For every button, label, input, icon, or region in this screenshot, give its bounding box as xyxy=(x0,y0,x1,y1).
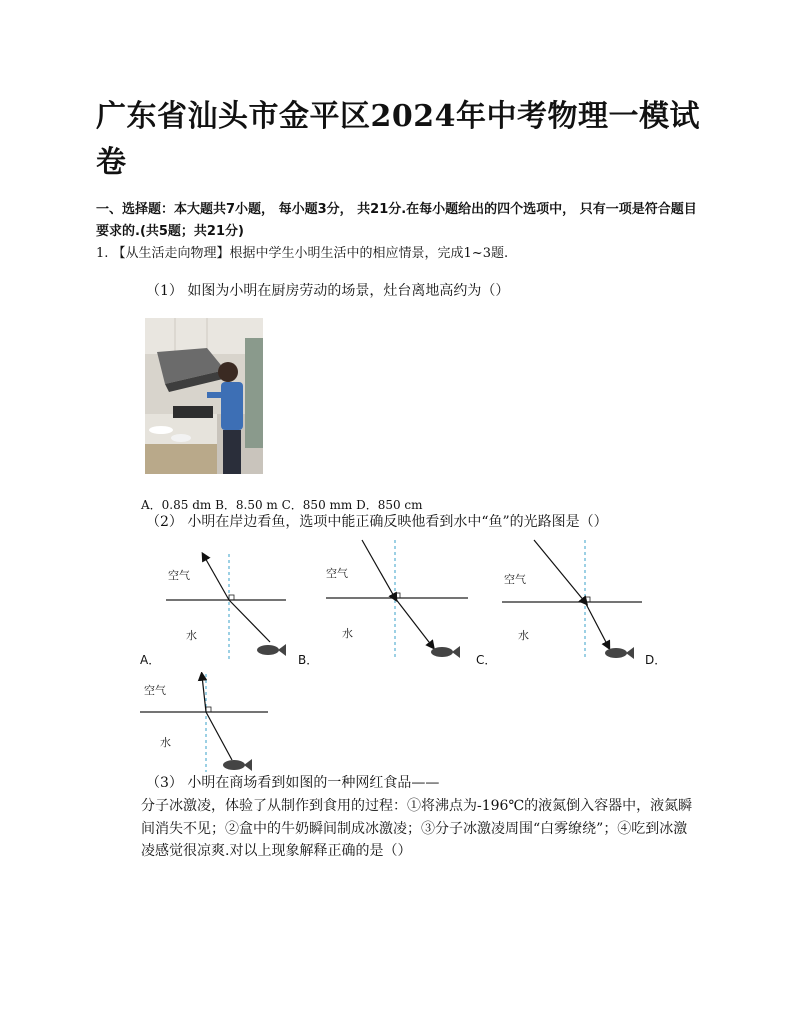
page-title: 广东省汕头市金平区2024年中考物理一模试卷 xyxy=(96,99,700,180)
air-label: 空气 xyxy=(144,684,166,697)
light-path-diagram-a xyxy=(160,548,292,666)
subquestion-3-text: （3） 小明在商场看到如图的一种网红食品—— xyxy=(146,775,440,791)
option-d-label: D． xyxy=(645,653,667,667)
fish-icon xyxy=(257,644,286,656)
kitchen-photo xyxy=(145,318,263,474)
question-1-stem: 1. 【从生活走向物理】根据中学生小明生活中的相应情景，完成1~3题. xyxy=(96,246,509,261)
light-path-diagram-b xyxy=(322,536,472,664)
option-b-label: B． xyxy=(298,653,319,667)
fish-icon xyxy=(431,646,460,658)
air-label: 空气 xyxy=(168,569,190,582)
fish-icon xyxy=(223,759,252,771)
option-c-label: C． xyxy=(476,653,497,667)
subquestion-1-options: A．0.85 dm B．8.50 m C．850 mm D．850 cm xyxy=(141,498,423,512)
water-label: 水 xyxy=(342,627,353,640)
water-label: 水 xyxy=(186,629,197,642)
section-heading: 一、选择题：本大题共7小题， 每小题3分， 共21分.在每小题给出的四个选项中， 只有一项是符合题目要求的.(共5题；共21分) xyxy=(96,202,697,239)
light-path-diagram-d xyxy=(136,672,272,776)
subquestion-1-text: （1） 如图为小明在厨房劳动的场景，灶台离地高约为（） xyxy=(146,283,510,299)
subquestion-3-body: 分子冰激凌，体验了从制作到食用的过程：①将沸点为-196℃的液氮倒入容器中，液氮瞬间消失不见；②盒中的牛奶瞬间制成冰激凌；③分子冰激凌周围“白雾缭绕”；④吃到冰激凌感觉很凉爽.对以上现象解释正确的是（） xyxy=(141,798,693,859)
air-label: 空气 xyxy=(326,567,348,580)
water-label: 水 xyxy=(518,629,529,642)
subquestion-2-text: （2） 小明在岸边看鱼，选项中能正确反映他看到水中“鱼”的光路图是（） xyxy=(146,514,608,530)
air-label: 空气 xyxy=(504,573,526,586)
fish-icon xyxy=(605,647,634,659)
option-a-label: A． xyxy=(140,653,161,667)
light-path-diagram-c xyxy=(500,536,646,664)
water-label: 水 xyxy=(160,736,171,749)
